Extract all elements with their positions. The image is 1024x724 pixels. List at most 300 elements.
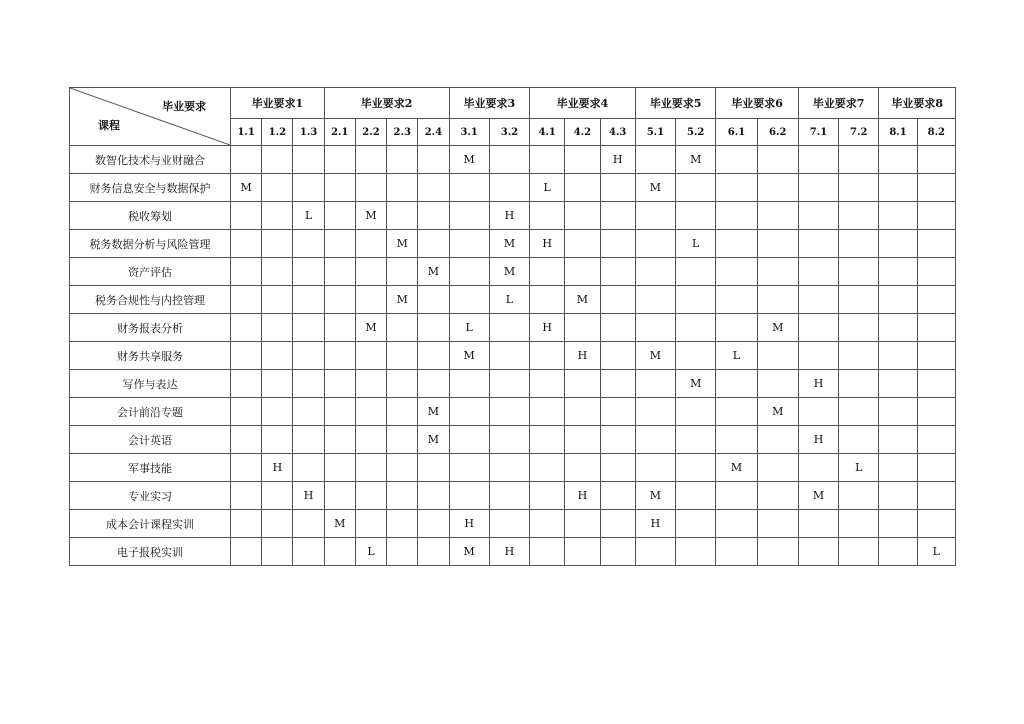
support-level-cell: M [355,202,386,230]
support-level-cell [293,174,324,202]
support-level-cell [231,538,262,566]
support-level-cell [600,230,635,258]
support-level-cell [757,538,798,566]
support-level-cell [798,342,838,370]
support-level-cell [293,370,324,398]
support-level-cell [716,510,757,538]
support-level-cell [530,202,565,230]
support-level-cell [449,174,489,202]
course-name-cell: 写作与表达 [70,370,231,398]
support-level-cell [355,482,386,510]
support-level-cell [716,398,757,426]
support-level-cell [530,482,565,510]
support-level-cell [600,538,635,566]
support-level-cell [293,342,324,370]
support-level-cell [635,314,675,342]
subrequirement-header: 5.1 [635,119,675,146]
support-level-cell: L [449,314,489,342]
support-level-cell [798,538,838,566]
requirement-header-2: 毕业要求2 [324,88,449,119]
support-level-cell [635,398,675,426]
support-level-cell [231,398,262,426]
support-level-cell [716,314,757,342]
support-level-cell [355,174,386,202]
support-level-cell: M [635,342,675,370]
support-level-cell [324,174,355,202]
table-row [70,202,956,230]
support-level-cell [600,342,635,370]
support-level-cell [387,146,418,174]
support-level-cell [635,202,675,230]
support-level-cell: L [917,538,955,566]
support-level-cell [757,454,798,482]
support-level-cell [635,146,675,174]
support-level-cell [757,174,798,202]
support-level-cell [757,370,798,398]
support-level-cell [449,230,489,258]
course-name-cell: 专业实习 [70,482,231,510]
support-level-cell: H [293,482,324,510]
support-level-cell [231,258,262,286]
subrequirement-header: 2.1 [324,119,355,146]
support-level-cell [565,174,600,202]
support-level-cell [293,454,324,482]
corner-header-cell [70,88,231,146]
support-level-cell [387,342,418,370]
support-level-cell [231,510,262,538]
support-level-cell: H [530,230,565,258]
support-level-cell: M [418,398,449,426]
support-level-cell [917,230,955,258]
subrequirement-header: 6.1 [716,119,757,146]
support-level-cell [387,538,418,566]
support-level-cell [635,538,675,566]
subrequirement-header: 3.1 [449,119,489,146]
support-level-cell: H [489,202,529,230]
support-level-cell [324,454,355,482]
support-level-cell [418,202,449,230]
support-level-cell [879,426,917,454]
support-level-cell [293,258,324,286]
corner-label-requirements: 毕业要求 [162,100,207,113]
support-level-cell [798,286,838,314]
support-level-cell [798,398,838,426]
support-level-cell [530,370,565,398]
support-level-cell [917,482,955,510]
support-level-cell [418,454,449,482]
support-level-cell [355,342,386,370]
support-level-cell [917,398,955,426]
support-level-cell [387,426,418,454]
support-level-cell [600,258,635,286]
support-level-cell [355,230,386,258]
support-level-cell [355,454,386,482]
support-level-cell [879,454,917,482]
support-level-cell: M [676,370,716,398]
support-level-cell [798,454,838,482]
support-level-cell: M [231,174,262,202]
support-level-cell [917,202,955,230]
support-level-cell [262,230,293,258]
support-level-cell [917,314,955,342]
support-level-cell [839,538,879,566]
course-name-cell: 会计前沿专题 [70,398,231,426]
support-level-cell [231,286,262,314]
support-level-cell [879,370,917,398]
support-level-cell [449,286,489,314]
support-level-cell [635,258,675,286]
support-level-cell [635,426,675,454]
support-level-cell [530,398,565,426]
support-level-cell: H [530,314,565,342]
requirement-header-1: 毕业要求1 [231,88,325,119]
support-level-cell [231,230,262,258]
support-level-cell [716,174,757,202]
support-level-cell: L [355,538,386,566]
support-level-cell [489,426,529,454]
support-level-cell [262,286,293,314]
support-level-cell: H [798,370,838,398]
support-level-cell [676,258,716,286]
support-level-cell [635,370,675,398]
support-level-cell: L [839,454,879,482]
support-level-cell: M [449,342,489,370]
support-level-cell: H [798,426,838,454]
support-level-cell [418,538,449,566]
support-level-cell [716,482,757,510]
course-name-cell: 军事技能 [70,454,231,482]
support-level-cell [418,370,449,398]
course-name-cell: 会计英语 [70,426,231,454]
subrequirement-header: 8.2 [917,119,955,146]
support-level-cell [530,454,565,482]
support-level-cell [600,314,635,342]
support-level-cell: M [716,454,757,482]
support-level-cell [757,286,798,314]
support-level-cell: L [716,342,757,370]
support-level-cell [600,426,635,454]
support-level-cell [293,398,324,426]
support-level-cell [418,174,449,202]
support-level-cell: M [565,286,600,314]
subrequirement-header: 7.2 [839,119,879,146]
support-level-cell: L [676,230,716,258]
support-level-cell: M [387,230,418,258]
requirement-header-4: 毕业要求4 [530,88,636,119]
course-name-cell: 税务数据分析与风险管理 [70,230,231,258]
support-level-cell [449,398,489,426]
support-level-cell [600,202,635,230]
course-name-cell: 税务合规性与内控管理 [70,286,231,314]
support-level-cell [798,174,838,202]
support-level-cell [676,342,716,370]
support-level-cell [757,426,798,454]
support-level-cell [635,454,675,482]
support-level-cell [757,342,798,370]
support-level-cell [798,230,838,258]
subrequirement-header: 4.2 [565,119,600,146]
support-level-cell [839,286,879,314]
subrequirement-header: 8.1 [879,119,917,146]
support-level-cell [324,538,355,566]
support-level-cell [839,342,879,370]
support-level-cell [879,342,917,370]
subrequirement-header: 3.2 [489,119,529,146]
support-level-cell [530,146,565,174]
support-level-cell [387,202,418,230]
support-level-cell [879,482,917,510]
support-level-cell: L [489,286,529,314]
support-level-cell [565,202,600,230]
support-level-cell [293,314,324,342]
support-level-cell [324,370,355,398]
support-level-cell [600,482,635,510]
support-level-cell [231,454,262,482]
support-level-cell [839,370,879,398]
support-level-cell: L [293,202,324,230]
support-level-cell [231,342,262,370]
requirement-header-8: 毕业要求8 [879,88,956,119]
support-level-cell [917,342,955,370]
support-level-cell: M [387,286,418,314]
support-level-cell [798,146,838,174]
support-level-cell [293,286,324,314]
table-row [70,342,956,370]
support-level-cell [600,286,635,314]
support-level-cell [565,230,600,258]
support-level-cell [676,286,716,314]
support-level-cell [449,482,489,510]
support-level-cell [716,202,757,230]
support-level-cell [262,510,293,538]
support-level-cell [530,510,565,538]
support-level-cell: M [798,482,838,510]
support-level-cell [757,230,798,258]
support-level-cell: M [489,230,529,258]
table-row [70,510,956,538]
table-row [70,314,956,342]
support-level-cell [565,314,600,342]
support-level-cell [879,258,917,286]
support-level-cell [839,230,879,258]
support-level-cell [917,370,955,398]
support-level-cell [387,174,418,202]
support-level-cell [879,146,917,174]
support-level-cell: H [635,510,675,538]
support-level-cell [355,426,386,454]
support-level-cell: M [676,146,716,174]
support-level-cell [676,454,716,482]
support-level-cell [231,202,262,230]
table-row [70,258,956,286]
table-row [70,454,956,482]
support-level-cell [676,482,716,510]
support-level-cell [449,202,489,230]
requirement-header-3: 毕业要求3 [449,88,530,119]
support-level-cell [917,258,955,286]
support-level-cell [798,510,838,538]
support-level-cell [324,202,355,230]
support-level-cell [839,258,879,286]
support-level-cell [418,146,449,174]
support-level-cell [879,538,917,566]
support-level-cell [879,202,917,230]
support-level-cell [839,202,879,230]
support-level-cell [489,342,529,370]
support-level-cell [418,342,449,370]
support-level-cell [293,230,324,258]
support-level-cell [716,426,757,454]
support-level-cell [418,510,449,538]
support-level-cell [324,258,355,286]
support-level-cell [757,510,798,538]
support-level-cell [231,370,262,398]
support-level-cell [917,174,955,202]
support-level-cell [231,482,262,510]
support-level-cell [449,426,489,454]
support-level-cell [262,398,293,426]
support-level-cell [600,510,635,538]
support-level-cell [262,174,293,202]
diagonal-divider [70,88,230,145]
support-level-cell [324,426,355,454]
support-level-cell [262,258,293,286]
support-level-cell [839,482,879,510]
support-level-cell [716,370,757,398]
support-level-cell: M [635,482,675,510]
support-level-cell [879,314,917,342]
requirements-matrix-table [69,87,956,566]
support-level-cell [600,174,635,202]
support-level-cell [489,314,529,342]
support-level-cell [387,314,418,342]
support-level-cell [839,426,879,454]
subrequirement-header: 1.3 [293,119,324,146]
support-level-cell [449,258,489,286]
support-level-cell [917,146,955,174]
support-level-cell [530,538,565,566]
support-level-cell [355,510,386,538]
support-level-cell: H [565,482,600,510]
support-level-cell [324,146,355,174]
support-level-cell [293,426,324,454]
header-row-requirements [70,88,956,119]
support-level-cell [879,510,917,538]
support-level-cell [449,454,489,482]
subrequirement-header: 5.2 [676,119,716,146]
course-name-cell: 资产评估 [70,258,231,286]
course-name-cell: 财务信息安全与数据保护 [70,174,231,202]
support-level-cell [293,146,324,174]
support-level-cell: H [262,454,293,482]
subrequirement-header: 2.4 [418,119,449,146]
support-level-cell [324,342,355,370]
support-level-cell [293,538,324,566]
support-level-cell [324,482,355,510]
support-level-cell [757,258,798,286]
support-level-cell [676,202,716,230]
support-level-cell [355,146,386,174]
support-level-cell [262,538,293,566]
support-level-cell [324,314,355,342]
support-level-cell [879,286,917,314]
support-level-cell [798,258,838,286]
support-level-cell [387,258,418,286]
table-row [70,146,956,174]
support-level-cell [600,370,635,398]
table-row [70,538,956,566]
course-name-cell: 成本会计课程实训 [70,510,231,538]
support-level-cell [917,286,955,314]
table-row [70,286,956,314]
support-level-cell [324,230,355,258]
support-level-cell [324,398,355,426]
support-level-cell [676,426,716,454]
support-level-cell: L [530,174,565,202]
support-level-cell: M [449,538,489,566]
support-level-cell [489,454,529,482]
support-level-cell [418,230,449,258]
support-level-cell [917,426,955,454]
requirement-header-6: 毕业要求6 [716,88,799,119]
support-level-cell: H [600,146,635,174]
course-name-cell: 财务共享服务 [70,342,231,370]
support-level-cell [262,314,293,342]
support-level-cell [798,202,838,230]
subrequirement-header: 4.3 [600,119,635,146]
support-level-cell: M [355,314,386,342]
support-level-cell: M [449,146,489,174]
support-level-cell [839,146,879,174]
subrequirement-header: 6.2 [757,119,798,146]
support-level-cell [879,174,917,202]
support-level-cell [757,202,798,230]
support-level-cell [879,398,917,426]
support-level-cell [387,398,418,426]
table-row [70,370,956,398]
support-level-cell [489,174,529,202]
support-level-cell [387,454,418,482]
subrequirement-header: 1.2 [262,119,293,146]
support-level-cell [757,482,798,510]
support-level-cell [262,146,293,174]
support-level-cell [387,370,418,398]
support-level-cell [418,314,449,342]
support-level-cell [600,398,635,426]
course-name-cell: 税收筹划 [70,202,231,230]
support-level-cell [449,370,489,398]
support-level-cell [676,398,716,426]
subrequirement-header: 7.1 [798,119,838,146]
support-level-cell [530,342,565,370]
support-level-cell [489,398,529,426]
support-level-cell [798,314,838,342]
support-level-cell [565,538,600,566]
support-level-cell: M [324,510,355,538]
support-level-cell [565,398,600,426]
support-level-cell [716,286,757,314]
support-level-cell [839,174,879,202]
support-level-cell: M [489,258,529,286]
course-name-cell: 电子报税实训 [70,538,231,566]
support-level-cell [530,258,565,286]
support-level-cell [565,146,600,174]
support-level-cell [716,146,757,174]
subrequirement-header: 4.1 [530,119,565,146]
support-level-cell [676,314,716,342]
support-level-cell [489,370,529,398]
corner-label-courses: 课程 [98,119,120,132]
